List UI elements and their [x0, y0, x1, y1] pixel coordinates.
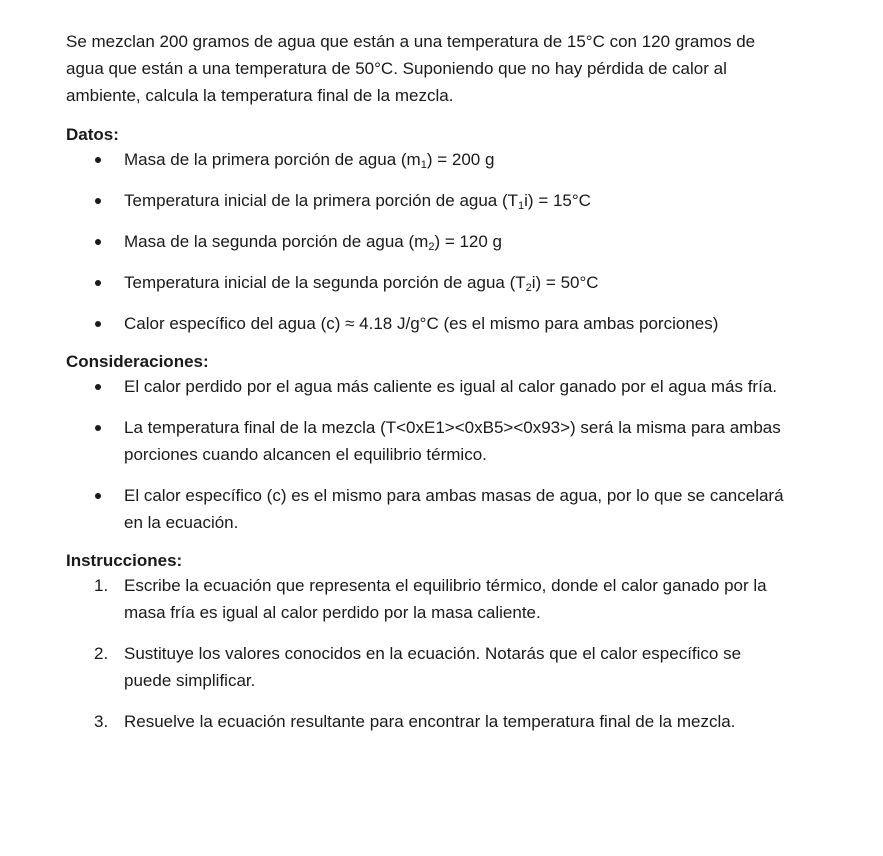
datos-item: Temperatura inicial de la primera porción de agua $(T_1i) = 15^\circ C$ [66, 187, 786, 214]
consideraciones-list [66, 373, 786, 536]
consideraciones-heading: Consideraciones: [66, 352, 209, 371]
datos-item: Calor específico del agua (c) ≈ 4.18 J/g°C (es el mismo para ambas porciones) [66, 310, 786, 337]
datos-item: Masa de la primera porción de agua $(m_1) = 200$ g [66, 146, 786, 173]
instrucciones-heading: Instrucciones: [66, 551, 183, 570]
instrucciones-list [66, 572, 786, 735]
instruccion-item: 2. Sustituye los valores conocidos en la ecuación. Notarás que el calor específico se puede simplificar. [66, 640, 786, 694]
datos-list [66, 146, 786, 337]
consideracion-item: El calor específico (c) es el mismo para ambas masas de agua, por lo que se cancelará en la ecuación. [66, 482, 786, 536]
bullet-icon [95, 425, 101, 431]
datos-item: Temperatura inicial de la segunda porción de agua $(T_2i) = 50^\circ C$ [66, 269, 786, 296]
bullet-icon [95, 157, 101, 163]
bullet-icon [95, 198, 101, 204]
bullet-icon [95, 493, 101, 499]
consideracion-item: La temperatura final de la mezcla (T<0xE1><0xB5><0x93>) será la misma para ambas porciones cuando alcancen el equilibrio térmico. [66, 414, 786, 468]
bullet-icon [95, 239, 101, 245]
step-number: 3. [94, 712, 109, 731]
datos-heading: Datos: [66, 125, 119, 144]
problem-statement: Se mezclan 200 gramos de agua que están a una temperatura de 15°C con 120 gramos de agua que están a una temperatura de 50°C. Suponiendo que no hay pérdida de calor al ambiente, calcula la temperatura final de la mezcla. [66, 32, 756, 105]
instruccion-item: 3. Resuelve la ecuación resultante para encontrar la temperatura final de la mezcla. [66, 708, 786, 735]
document-page [66, 28, 786, 749]
step-number: 1. [94, 576, 109, 595]
instruccion-item: 1. Escribe la ecuación que representa el equilibrio térmico, donde el calor ganado por la masa fría es igual al calor perdido por la masa caliente. [66, 572, 786, 626]
bullet-icon [95, 321, 101, 327]
consideracion-item: El calor perdido por el agua más caliente es igual al calor ganado por el agua más fría. [66, 373, 786, 400]
step-number: 2. [94, 644, 109, 663]
bullet-icon [95, 384, 101, 390]
datos-item: Masa de la segunda porción de agua $(m_2) = 120$ g [66, 228, 786, 255]
bullet-icon [95, 280, 101, 286]
